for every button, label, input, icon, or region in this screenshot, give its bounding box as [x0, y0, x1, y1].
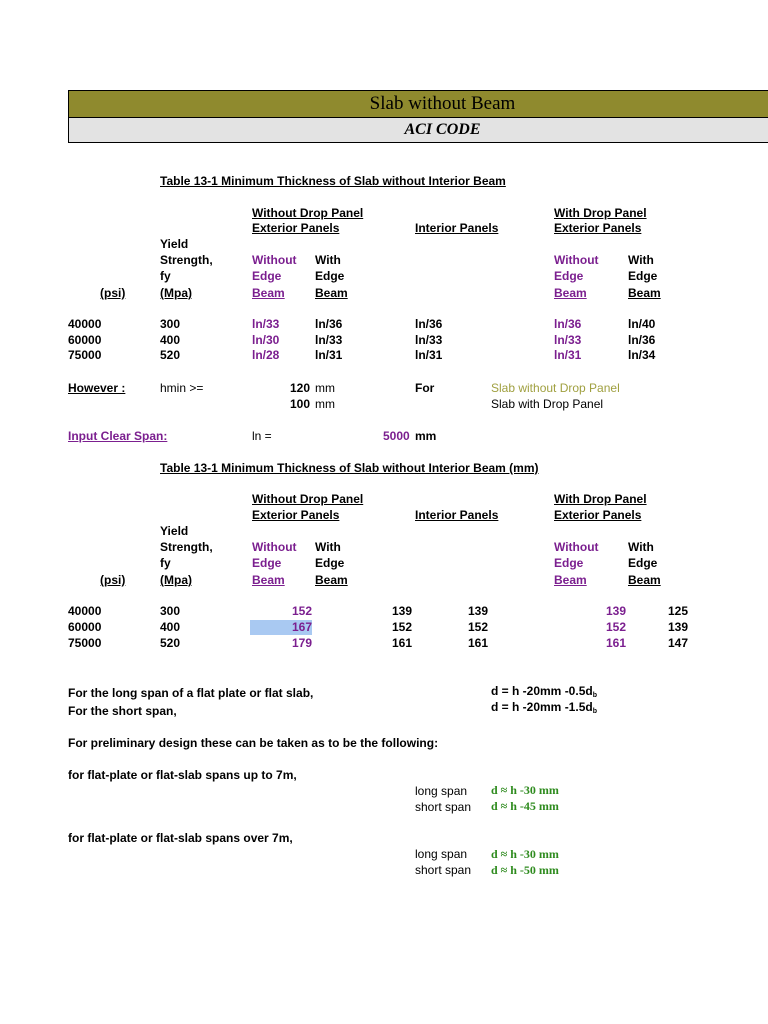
page-title: Slab without Beam — [369, 93, 516, 114]
hmin-value-1: 120 — [290, 381, 311, 395]
note-with-drop: Slab with Drop Panel — [491, 397, 604, 411]
t1-psi-label: (psi) — [100, 286, 126, 300]
t2-c2-with: With — [315, 540, 341, 554]
t2-row-c5: 147 — [667, 636, 688, 650]
title-bar — [68, 90, 768, 118]
d-short-sub: b — [592, 708, 597, 715]
t1-c1-without: Without — [252, 253, 297, 267]
hmin-label: hmin >= — [160, 381, 204, 395]
t2-c5-edge: Edge — [628, 556, 658, 570]
t2-row-c3: 152 — [467, 620, 488, 634]
t2-strength-label: Strength, — [160, 540, 213, 554]
t1-c4-beam: Beam — [554, 286, 587, 300]
t1-row-c1: ln/33 — [252, 317, 280, 331]
a-long-span-formula: d ≈ h -30 mm — [491, 783, 559, 797]
t1-row-c5: ln/36 — [628, 333, 656, 347]
d-short-formula — [491, 700, 597, 719]
t2-fy-label: fy — [160, 556, 171, 570]
a-long-span-label: long span — [415, 784, 468, 798]
t1-c4-without: Without — [554, 253, 599, 267]
t2-row-c1-selected-cell[interactable]: 167 — [250, 620, 312, 635]
t1-row-mpa: 520 — [160, 348, 181, 362]
t1-row-c2: ln/31 — [315, 348, 343, 362]
a-short-span-formula: d ≈ h -45 mm — [491, 799, 559, 813]
t1-c4-edge: Edge — [554, 269, 584, 283]
t1-interior-panels-header: Interior Panels — [415, 221, 499, 235]
d-short-formula-text: d = h -20mm -1.5d — [491, 700, 593, 714]
over-7m-text: for flat-plate or flat-slab spans over 7m, — [68, 831, 293, 845]
t2-exterior-panels-header: Exterior Panels — [252, 508, 340, 522]
t1-exterior-panels-header-2: Exterior Panels — [554, 221, 642, 235]
b-long-span-label: long span — [415, 847, 468, 861]
t2-without-drop-header: Without Drop Panel — [252, 492, 364, 506]
t1-c2-beam: Beam — [315, 286, 348, 300]
t1-mpa-label: (Mpa) — [160, 286, 192, 300]
t2-c2-edge: Edge — [315, 556, 345, 570]
b-short-span-formula: d ≈ h -50 mm — [491, 863, 559, 877]
t2-row-c3: 161 — [467, 636, 488, 650]
t1-row-mpa: 300 — [160, 317, 181, 331]
t2-row-c2: 152 — [391, 620, 412, 634]
t1-row-c4: ln/31 — [554, 348, 582, 362]
d-long-formula-text: d = h -20mm -0.5d — [491, 684, 593, 698]
t1-row-c5: ln/34 — [628, 348, 656, 362]
t1-exterior-panels-header: Exterior Panels — [252, 221, 340, 235]
hmin-value-2: 100 — [290, 397, 311, 411]
t1-row-c1: ln/28 — [252, 348, 280, 362]
t2-row-c2: 161 — [391, 636, 412, 650]
t1-row-c5: ln/40 — [628, 317, 656, 331]
t2-row-c5: 125 — [667, 604, 688, 618]
t1-row-mpa: 400 — [160, 333, 181, 347]
t2-c4-without: Without — [554, 540, 599, 554]
t1-row-psi: 40000 — [68, 317, 102, 331]
b-long-span-formula: d ≈ h -30 mm — [491, 847, 559, 861]
t2-c1-without: Without — [252, 540, 297, 554]
a-short-span-label: short span — [415, 800, 472, 814]
t1-row-c1: ln/30 — [252, 333, 280, 347]
t2-row-psi: 75000 — [68, 636, 102, 650]
t1-row-c3: ln/36 — [415, 317, 443, 331]
t2-with-drop-header: With Drop Panel — [554, 492, 647, 506]
t2-row-c1: 152 — [291, 604, 312, 618]
t1-c2-with: With — [315, 253, 341, 267]
d-long-sub: b — [592, 692, 597, 699]
t2-yield-label: Yield — [160, 524, 189, 538]
t1-row-c4: ln/33 — [554, 333, 582, 347]
subtitle-bar — [68, 118, 768, 143]
page-subtitle: ACI CODE — [404, 121, 481, 138]
table1-caption: Table 13-1 Minimum Thickness of Slab without Interior Beam — [160, 174, 506, 188]
ln-label: ln = — [252, 429, 272, 443]
t2-row-psi: 60000 — [68, 620, 102, 634]
t1-c5-beam: Beam — [628, 286, 661, 300]
t2-psi-label: (psi) — [100, 573, 126, 587]
t1-row-c2: ln/36 — [315, 317, 343, 331]
up-to-7m-text: for flat-plate or flat-slab spans up to 7m, — [68, 768, 297, 782]
t2-row-c4: 139 — [605, 604, 626, 618]
t1-row-c4: ln/36 — [554, 317, 582, 331]
t2-exterior-panels-header-2: Exterior Panels — [554, 508, 642, 522]
t1-row-c2: ln/33 — [315, 333, 343, 347]
t2-row-mpa: 400 — [160, 620, 181, 634]
t1-c2-edge: Edge — [315, 269, 345, 283]
t2-row-mpa: 300 — [160, 604, 181, 618]
t2-c1-beam: Beam — [252, 573, 285, 587]
t1-c5-edge: Edge — [628, 269, 658, 283]
clear-span-unit: mm — [415, 429, 437, 443]
long-span-text: For the long span of a flat plate or flat slab, — [68, 686, 314, 700]
t2-interior-panels-header: Interior Panels — [415, 508, 499, 522]
however-label: However : — [68, 381, 126, 395]
table2-caption: Table 13-1 Minimum Thickness of Slab without Interior Beam (mm) — [160, 461, 539, 475]
t1-row-psi: 60000 — [68, 333, 102, 347]
t2-row-c4: 152 — [605, 620, 626, 634]
t1-row-c3: ln/31 — [415, 348, 443, 362]
t2-row-mpa: 520 — [160, 636, 181, 650]
t1-c1-edge: Edge — [252, 269, 282, 283]
input-clear-span-label: Input Clear Span: — [68, 429, 168, 443]
note-without-drop: Slab without Drop Panel — [491, 381, 620, 395]
t2-row-psi: 40000 — [68, 604, 102, 618]
t2-c4-edge: Edge — [554, 556, 584, 570]
t1-strength-label: Strength, — [160, 253, 213, 267]
b-short-span-label: short span — [415, 863, 472, 877]
t1-yield-label: Yield — [160, 237, 189, 251]
t1-with-drop-header: With Drop Panel — [554, 206, 647, 220]
t1-row-psi: 75000 — [68, 348, 102, 362]
t1-c1-beam: Beam — [252, 286, 285, 300]
for-label: For — [415, 381, 435, 395]
short-span-text: For the short span, — [68, 704, 177, 718]
t1-fy-label: fy — [160, 269, 171, 283]
t2-c1-edge: Edge — [252, 556, 282, 570]
hmin-unit-1: mm — [315, 381, 335, 395]
hmin-unit-2: mm — [315, 397, 335, 411]
t2-row-c1: 179 — [291, 636, 312, 650]
t1-c5-with: With — [628, 253, 654, 267]
t1-without-drop-header: Without Drop Panel — [252, 206, 364, 220]
clear-span-input[interactable]: 5000 — [383, 429, 410, 443]
t2-row-c4: 161 — [605, 636, 626, 650]
t2-c4-beam: Beam — [554, 573, 587, 587]
t2-c5-with: With — [628, 540, 654, 554]
t2-row-c3: 139 — [467, 604, 488, 618]
t1-row-c3: ln/33 — [415, 333, 443, 347]
t2-mpa-label: (Mpa) — [160, 573, 192, 587]
t2-c2-beam: Beam — [315, 573, 348, 587]
t2-row-c5: 139 — [667, 620, 688, 634]
prelim-text: For preliminary design these can be taken as to be the following: — [68, 736, 439, 750]
t2-c5-beam: Beam — [628, 573, 661, 587]
t2-row-c2: 139 — [391, 604, 412, 618]
